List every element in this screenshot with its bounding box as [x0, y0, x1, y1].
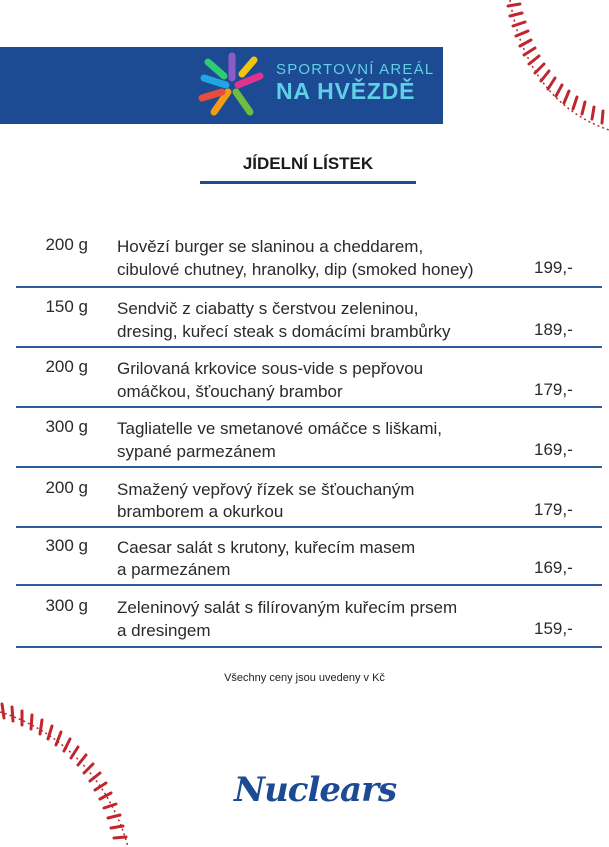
item-description-line1: Hovězí burger se slaninou a cheddarem, — [117, 237, 424, 256]
menu-list — [16, 226, 602, 648]
item-description-line2: a dresingem — [117, 621, 211, 640]
baseball-stitch-bottom-left — [0, 700, 140, 847]
item-description-line2: dresing, kuřecí steak s domácími brambůrky — [117, 322, 451, 341]
menu-item — [16, 288, 602, 348]
item-description-line1: Smažený vepřový řízek se šťouchaným — [117, 480, 415, 499]
colorful-star-icon — [196, 50, 268, 120]
item-description-line1: Zeleninový salát s filírovaným kuřecím prsem — [117, 598, 458, 617]
item-weight: 300 g — [45, 596, 88, 615]
item-price: 169,- — [534, 558, 573, 577]
menu-item — [16, 408, 602, 468]
item-price: 199,- — [534, 258, 573, 277]
brand-name-bottom: NA HVĚZDĚ — [276, 78, 416, 104]
item-price: 169,- — [534, 440, 573, 459]
menu-title: JÍDELNÍ LÍSTEK — [242, 154, 374, 173]
item-description-line1: Grilovaná krkovice sous-vide s pepřovou — [117, 359, 424, 378]
item-description-line1: Caesar salát s krutony, kuřecím masem — [117, 538, 416, 557]
item-price: 189,- — [534, 320, 573, 339]
brand-name-top: SPORTOVNÍ AREÁL — [276, 61, 435, 78]
item-price: 179,- — [534, 380, 573, 399]
item-description-line2: omáčkou, šťouchaný brambor — [117, 382, 343, 401]
item-weight: 300 g — [45, 417, 88, 436]
item-weight: 300 g — [45, 536, 88, 555]
menu-item — [16, 528, 602, 586]
item-description-line1: Tagliatelle ve smetanové omáčce s liškami, — [117, 419, 443, 438]
item-description-line2: cibulové chutney, hranolky, dip (smoked honey) — [117, 260, 474, 279]
menu-item — [16, 468, 602, 528]
item-weight: 200 g — [45, 235, 88, 254]
baseball-stitch-top-right — [500, 0, 609, 140]
item-description-line2: bramborem a okurkou — [117, 502, 284, 521]
menu-item — [16, 348, 602, 408]
menu-item — [16, 586, 602, 648]
item-weight: 200 g — [45, 357, 88, 376]
title-underline — [200, 181, 416, 184]
price-footnote: Všechny ceny jsou uvedeny v Kč — [224, 672, 385, 684]
item-description-line1: Sendvič z ciabatty s čerstvou zeleninou, — [117, 299, 419, 318]
item-price: 159,- — [534, 619, 573, 638]
item-price: 179,- — [534, 500, 573, 519]
menu-item — [16, 226, 602, 288]
item-weight: 150 g — [45, 297, 88, 316]
item-description-line2: sypané parmezánem — [117, 442, 276, 461]
item-weight: 200 g — [45, 478, 88, 497]
item-description-line2: a parmezánem — [117, 560, 231, 579]
team-logo: Nuclears — [234, 770, 397, 810]
